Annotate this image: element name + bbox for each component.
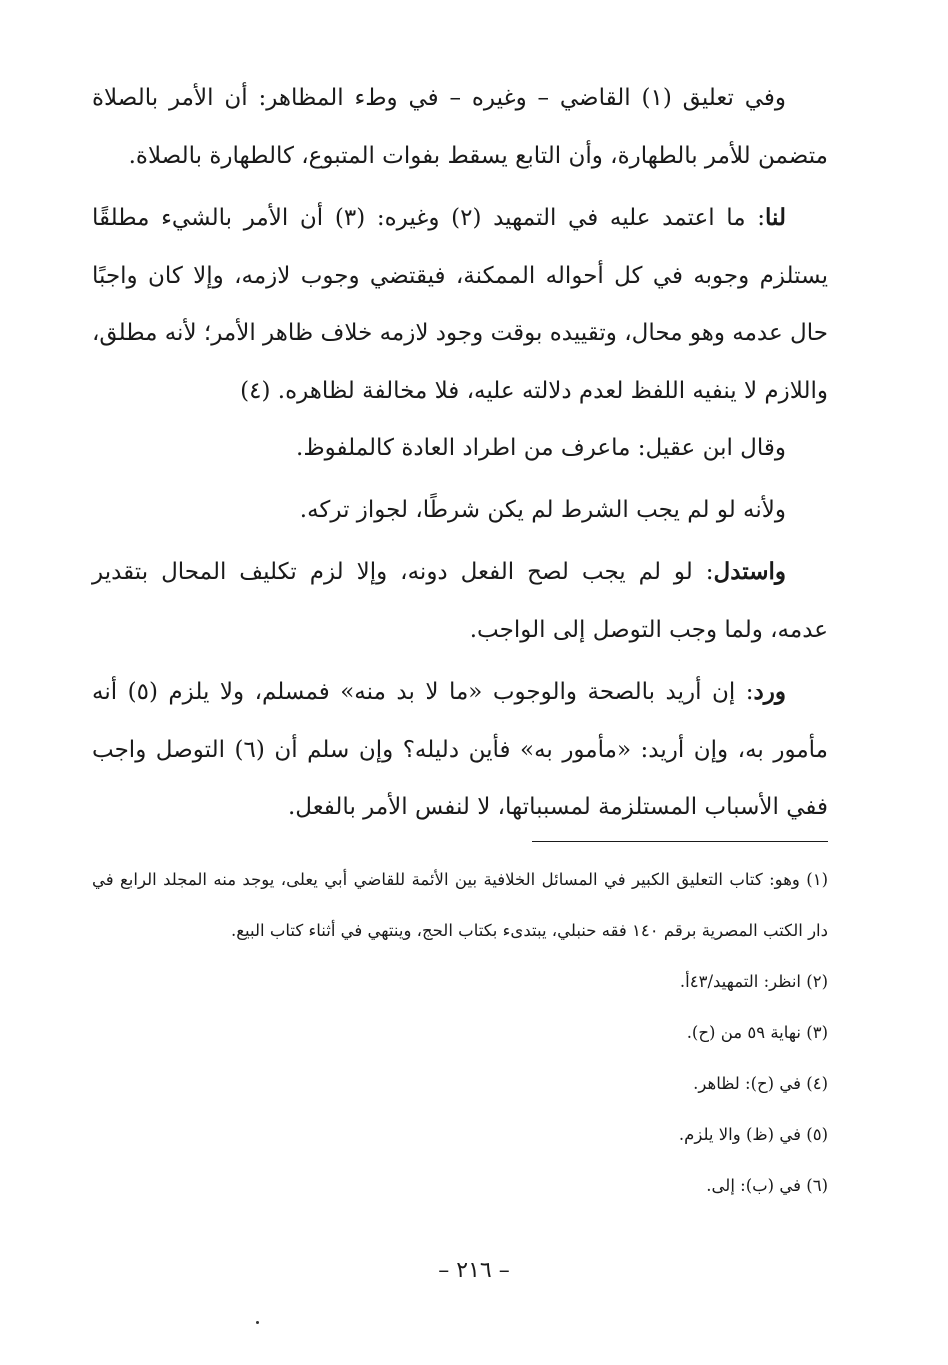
paragraph-2-body: : ما اعتمد عليه في التمهيد (٢) وغيره: (٣) أن الأمر بالشيء مطلقًا يستلزم وجوبه في كل أحواله الممكنة، فيقتضي وجوب لازمه، وإلا كان واجبًا حال عدمه وهو محال، وتقييده بوقت وجود لازمه خلاف ظاهر الأمر؛ لأنه مطلق، واللازم لا ينفيه اللفظ لعدم دلالته عليه، فلا مخالفة لظاهره. (٤) <box>92 205 828 404</box>
scan-speck <box>256 1321 259 1324</box>
footnote-1: (١) وهو: كتاب التعليق الكبير في المسائل الخلافية بين الأئمة للقاضي أبي يعلى، يوجد منه المجلد الرابع في دار الكتب المصرية برقم ١٤٠ فقه حنبلي، يبتدىء بكتاب الحج، وينتهي في أثناء كتاب البيع. <box>92 869 828 940</box>
paragraph-1: وفي تعليق (١) القاضي – وغيره – في وطء المظاهر: أن الأمر بالصلاة متضمن للأمر بالطهارة، وأن التابع يسقط بفوات المتبوع، كالطهارة بالصلاة. <box>92 85 828 169</box>
page-body <box>92 70 828 1211</box>
footnote-4: (٤) في (ح): لظاهر. <box>693 1073 828 1093</box>
footnote-2: (٢) انظر: التمهيد/٤٣أ. <box>679 971 828 991</box>
footnote-6: (٦) في (ب): إلى. <box>706 1175 828 1195</box>
paragraph-4: ولأنه لو لم يجب الشرط لم يكن شرطًا، لجواز تركه. <box>299 496 786 523</box>
footnote-3: (٣) نهاية ٥٩ من (ح). <box>686 1022 828 1042</box>
paragraph-5 <box>92 543 828 659</box>
paragraph-6 <box>92 663 828 837</box>
paragraph-3: وقال ابن عقيل: ماعرف من اطراد العادة كالملفوظ. <box>296 435 786 461</box>
paragraph-5-lead: واستدل <box>713 558 786 585</box>
paragraph-2-lead: لنا <box>765 204 786 231</box>
paragraph-6-body: : إن أريد بالصحة والوجوب «ما لا بد منه» فمسلم، ولا يلزم (٥) أنه مأمور به، وإن أريد: «مأمور به» فأين دليله؟ وإن سلم أن (٦) التوصل واجب ففي الأسباب المستلزمة لمسبباتها، لا لنفس الأمر بالفعل. <box>92 679 828 820</box>
main-text <box>92 70 828 837</box>
footnote-separator <box>532 841 828 842</box>
paragraph-5-body: : لو لم يجب لصح الفعل دونه، وإلا لزم تكليف المحال بتقدير عدمه، ولما وجب التوصل إلى الواجب. <box>92 559 828 643</box>
paragraph-6-lead: ورد <box>753 678 786 705</box>
paragraph-2 <box>92 189 828 420</box>
footnotes <box>92 854 828 1211</box>
footnote-5: (٥) في (ظ) والا يلزم. <box>678 1124 828 1144</box>
page-number: – ٢١٦ – <box>438 1258 510 1283</box>
